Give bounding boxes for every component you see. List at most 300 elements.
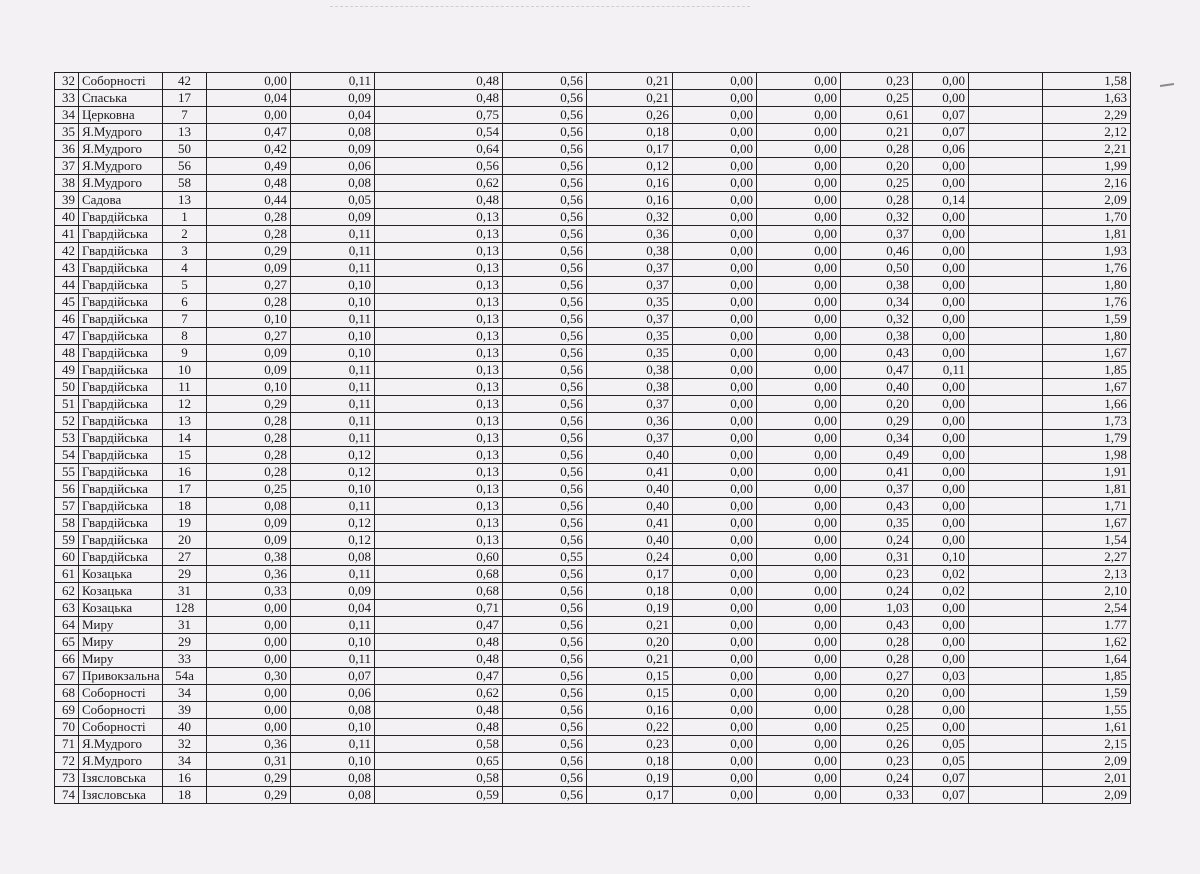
tariff-value: 0,28 — [207, 294, 291, 311]
street-name: Ізясловська — [79, 770, 163, 787]
tariff-value: 0,13 — [375, 243, 503, 260]
tariff-value: 0,00 — [673, 345, 757, 362]
house-number: 17 — [163, 90, 207, 107]
tariff-value: 0,41 — [587, 515, 673, 532]
tariff-value: 0,00 — [757, 668, 841, 685]
total-value: 1,67 — [1043, 379, 1131, 396]
tariff-value: 0,00 — [673, 209, 757, 226]
tariff-value: 0,40 — [587, 447, 673, 464]
tariff-value: 0,25 — [841, 719, 913, 736]
tariff-value: 0,37 — [587, 396, 673, 413]
tariff-value: 0,56 — [503, 651, 587, 668]
tariff-value — [969, 345, 1043, 362]
tariff-value: 0,00 — [913, 379, 969, 396]
tariff-value: 0,29 — [207, 243, 291, 260]
total-value: 1,70 — [1043, 209, 1131, 226]
tariff-value: 0,11 — [291, 736, 375, 753]
tariff-value: 0,56 — [503, 226, 587, 243]
table-row — [55, 73, 1131, 90]
tariff-value: 0,11 — [291, 430, 375, 447]
tariff-value: 0,17 — [587, 141, 673, 158]
tariff-value — [969, 651, 1043, 668]
tariff-value: 0,56 — [503, 481, 587, 498]
street-name: Я.Мудрого — [79, 124, 163, 141]
tariff-value: 0,23 — [841, 73, 913, 90]
tariff-value: 0,36 — [207, 736, 291, 753]
tariff-value: 0,09 — [207, 345, 291, 362]
tariff-value: 0,21 — [587, 617, 673, 634]
tariff-value: 0,12 — [291, 464, 375, 481]
tariff-value: 0,13 — [375, 532, 503, 549]
house-number: 15 — [163, 447, 207, 464]
tariff-value: 0,43 — [841, 498, 913, 515]
tariff-value: 0,09 — [207, 260, 291, 277]
house-number: 29 — [163, 634, 207, 651]
street-name: Привокзальна — [79, 668, 163, 685]
row-number: 60 — [55, 549, 79, 566]
total-value: 1,85 — [1043, 668, 1131, 685]
tariff-value: 0,18 — [587, 753, 673, 770]
tariff-value: 0,11 — [291, 243, 375, 260]
tariff-value: 0,13 — [375, 464, 503, 481]
tariff-value: 0,35 — [841, 515, 913, 532]
tariff-value: 0,00 — [757, 294, 841, 311]
street-name: Гвардійська — [79, 209, 163, 226]
tariff-value: 0,00 — [673, 328, 757, 345]
tariff-value: 0,40 — [587, 532, 673, 549]
tariff-value: 0,31 — [207, 753, 291, 770]
house-number: 13 — [163, 192, 207, 209]
house-number: 8 — [163, 328, 207, 345]
tariff-value — [969, 277, 1043, 294]
tariff-value: 0,00 — [757, 549, 841, 566]
house-number: 2 — [163, 226, 207, 243]
tariff-value: 0,00 — [673, 396, 757, 413]
tariff-value: 0,00 — [913, 158, 969, 175]
pen-mark — [1160, 83, 1174, 87]
tariff-value: 0,00 — [913, 634, 969, 651]
tariff-value: 0,56 — [503, 209, 587, 226]
tariff-value: 0,00 — [757, 260, 841, 277]
tariff-value: 0,41 — [841, 464, 913, 481]
tariff-value — [969, 532, 1043, 549]
tariff-value: 0,64 — [375, 141, 503, 158]
tariff-value: 0,13 — [375, 481, 503, 498]
tariff-value: 0,10 — [291, 634, 375, 651]
row-number: 55 — [55, 464, 79, 481]
tariff-value: 0,55 — [503, 549, 587, 566]
tariff-value: 0,07 — [913, 787, 969, 804]
row-number: 64 — [55, 617, 79, 634]
total-value: 1,81 — [1043, 226, 1131, 243]
tariff-value: 0,09 — [291, 209, 375, 226]
tariff-value: 0,56 — [503, 770, 587, 787]
row-number: 68 — [55, 685, 79, 702]
tariff-value: 0,56 — [503, 345, 587, 362]
house-number: 7 — [163, 107, 207, 124]
house-number: 31 — [163, 583, 207, 600]
tariff-value: 0,56 — [503, 90, 587, 107]
tariff-value: 0,10 — [291, 753, 375, 770]
tariff-value: 0,00 — [913, 702, 969, 719]
tariff-value: 0,28 — [207, 430, 291, 447]
table-row — [55, 651, 1131, 668]
tariff-value: 0,28 — [207, 413, 291, 430]
tariff-value: 0,11 — [291, 498, 375, 515]
tariff-value — [969, 498, 1043, 515]
tariff-value: 0,48 — [375, 651, 503, 668]
tariff-value: 0,13 — [375, 396, 503, 413]
row-number: 38 — [55, 175, 79, 192]
tariff-value — [969, 447, 1043, 464]
tariff-value: 0,10 — [291, 345, 375, 362]
row-number: 59 — [55, 532, 79, 549]
house-number: 4 — [163, 260, 207, 277]
house-number: 10 — [163, 362, 207, 379]
tariff-value: 0,00 — [913, 447, 969, 464]
tariff-value: 0,35 — [587, 328, 673, 345]
total-value: 1,54 — [1043, 532, 1131, 549]
total-value: 1,64 — [1043, 651, 1131, 668]
tariff-value: 0,24 — [841, 583, 913, 600]
row-number: 54 — [55, 447, 79, 464]
tariff-value: 0,56 — [503, 753, 587, 770]
tariff-value: 0,00 — [757, 396, 841, 413]
tariff-value: 0,00 — [913, 294, 969, 311]
tariff-value — [969, 243, 1043, 260]
row-number: 69 — [55, 702, 79, 719]
tariff-value — [969, 719, 1043, 736]
tariff-value: 0,24 — [587, 549, 673, 566]
tariff-value: 0,56 — [503, 73, 587, 90]
tariff-value: 0,00 — [673, 158, 757, 175]
tariff-value: 0,04 — [291, 600, 375, 617]
tariff-value: 0,37 — [587, 277, 673, 294]
tariff-value: 0,00 — [913, 243, 969, 260]
total-value: 1,80 — [1043, 328, 1131, 345]
tariff-value: 0,56 — [503, 583, 587, 600]
tariff-value: 0,00 — [673, 736, 757, 753]
tariff-value: 0,06 — [291, 158, 375, 175]
street-name: Козацька — [79, 566, 163, 583]
tariff-value: 0,00 — [673, 498, 757, 515]
tariff-value: 0,21 — [587, 73, 673, 90]
street-name: Соборності — [79, 719, 163, 736]
tariff-value: 0,00 — [913, 481, 969, 498]
tariff-value: 0,56 — [503, 243, 587, 260]
tariff-value: 0,00 — [673, 311, 757, 328]
tariff-value: 0,00 — [673, 668, 757, 685]
total-value: 1,99 — [1043, 158, 1131, 175]
tariff-value — [969, 685, 1043, 702]
house-number: 13 — [163, 413, 207, 430]
tariff-value: 0,00 — [757, 124, 841, 141]
house-number: 6 — [163, 294, 207, 311]
row-number: 35 — [55, 124, 79, 141]
tariff-value: 0,00 — [757, 192, 841, 209]
tariff-value — [969, 464, 1043, 481]
tariff-value — [969, 362, 1043, 379]
tariff-value: 0,37 — [587, 430, 673, 447]
tariff-value: 0,00 — [673, 260, 757, 277]
tariff-value: 0,38 — [587, 243, 673, 260]
row-number: 74 — [55, 787, 79, 804]
tariff-value: 0,34 — [841, 430, 913, 447]
tariff-value: 0,12 — [291, 532, 375, 549]
row-number: 70 — [55, 719, 79, 736]
table-row — [55, 124, 1131, 141]
house-number: 34 — [163, 685, 207, 702]
tariff-value: 0,38 — [207, 549, 291, 566]
table-row — [55, 719, 1131, 736]
tariff-value: 0,60 — [375, 549, 503, 566]
row-number: 46 — [55, 311, 79, 328]
tariff-value: 0,00 — [757, 209, 841, 226]
house-number: 128 — [163, 600, 207, 617]
tariff-value: 0,00 — [913, 175, 969, 192]
total-value: 1,63 — [1043, 90, 1131, 107]
row-number: 36 — [55, 141, 79, 158]
tariff-value: 0,11 — [913, 362, 969, 379]
table-row — [55, 158, 1131, 175]
tariff-value: 0,09 — [207, 515, 291, 532]
tariff-value: 0,15 — [587, 668, 673, 685]
tariff-value: 0,29 — [841, 413, 913, 430]
tariff-value: 0,13 — [375, 294, 503, 311]
table-row — [55, 362, 1131, 379]
tariff-value: 0,00 — [757, 481, 841, 498]
tariff-value: 0,00 — [673, 73, 757, 90]
house-number: 34 — [163, 753, 207, 770]
tariff-value: 0,18 — [587, 583, 673, 600]
tariff-value: 0,28 — [841, 192, 913, 209]
tariff-value: 0,21 — [841, 124, 913, 141]
house-number: 39 — [163, 702, 207, 719]
row-number: 63 — [55, 600, 79, 617]
street-name: Гвардійська — [79, 345, 163, 362]
tariff-value: 0,11 — [291, 413, 375, 430]
tariff-value: 0,07 — [913, 107, 969, 124]
tariff-value: 0,59 — [375, 787, 503, 804]
table-row — [55, 311, 1131, 328]
tariff-value: 0,58 — [375, 736, 503, 753]
table-row — [55, 447, 1131, 464]
table-row — [55, 600, 1131, 617]
tariff-value: 0,56 — [503, 107, 587, 124]
tariff-value: 0,65 — [375, 753, 503, 770]
table-row — [55, 345, 1131, 362]
row-number: 51 — [55, 396, 79, 413]
tariff-value: 0,36 — [587, 226, 673, 243]
tariff-value: 0,00 — [757, 651, 841, 668]
row-number: 32 — [55, 73, 79, 90]
tariff-value: 0,00 — [757, 702, 841, 719]
row-number: 42 — [55, 243, 79, 260]
tariff-value: 0,56 — [503, 702, 587, 719]
tariff-value: 0,54 — [375, 124, 503, 141]
row-number: 34 — [55, 107, 79, 124]
total-value: 2,15 — [1043, 736, 1131, 753]
house-number: 33 — [163, 651, 207, 668]
street-name: Спаська — [79, 90, 163, 107]
scan-artifact — [330, 0, 750, 7]
table-row — [55, 549, 1131, 566]
tariff-value: 0,07 — [913, 124, 969, 141]
row-number: 43 — [55, 260, 79, 277]
tariff-value: 0,56 — [503, 787, 587, 804]
tariff-value: 0,10 — [291, 294, 375, 311]
tariff-value: 0,19 — [587, 600, 673, 617]
tariff-value: 0,16 — [587, 192, 673, 209]
total-value: 1,66 — [1043, 396, 1131, 413]
tariff-value: 0,05 — [913, 736, 969, 753]
table-row — [55, 90, 1131, 107]
tariff-value: 0,56 — [503, 362, 587, 379]
row-number: 58 — [55, 515, 79, 532]
tariff-value: 0,00 — [913, 260, 969, 277]
row-number: 61 — [55, 566, 79, 583]
tariff-value: 0,40 — [587, 481, 673, 498]
tariff-value: 0,29 — [207, 770, 291, 787]
street-name: Миру — [79, 651, 163, 668]
tariff-value — [969, 379, 1043, 396]
tariff-value: 0,42 — [207, 141, 291, 158]
table-row — [55, 634, 1131, 651]
tariff-value: 0,00 — [673, 566, 757, 583]
tariff-value: 0,09 — [207, 532, 291, 549]
street-name: Гвардійська — [79, 447, 163, 464]
tariff-value: 0,36 — [587, 413, 673, 430]
tariff-value: 0,00 — [757, 753, 841, 770]
table-row — [55, 617, 1131, 634]
tariff-value: 0,00 — [757, 413, 841, 430]
street-name: Гвардійська — [79, 396, 163, 413]
tariff-value: 0,00 — [673, 515, 757, 532]
tariff-value: 0,56 — [503, 566, 587, 583]
total-value: 1,59 — [1043, 685, 1131, 702]
tariff-value: 0,37 — [587, 311, 673, 328]
tariff-value — [969, 209, 1043, 226]
total-value: 2,54 — [1043, 600, 1131, 617]
tariff-value: 0,13 — [375, 447, 503, 464]
street-name: Гвардійська — [79, 498, 163, 515]
tariff-value: 0,08 — [207, 498, 291, 515]
tariff-value: 0,00 — [913, 328, 969, 345]
tariff-value: 0,00 — [757, 787, 841, 804]
tariff-value: 0,00 — [757, 73, 841, 90]
tariff-table — [54, 72, 1131, 804]
tariff-value: 0,56 — [503, 498, 587, 515]
street-name: Миру — [79, 617, 163, 634]
street-name: Я.Мудрого — [79, 141, 163, 158]
table-row — [55, 379, 1131, 396]
house-number: 1 — [163, 209, 207, 226]
row-number: 44 — [55, 277, 79, 294]
tariff-value: 0,58 — [375, 770, 503, 787]
table-row — [55, 702, 1131, 719]
tariff-value: 0,50 — [841, 260, 913, 277]
tariff-value: 0,07 — [913, 770, 969, 787]
tariff-value: 0,48 — [375, 634, 503, 651]
tariff-value: 0,11 — [291, 379, 375, 396]
tariff-value: 0,10 — [291, 277, 375, 294]
house-number: 54а — [163, 668, 207, 685]
tariff-value: 0,08 — [291, 175, 375, 192]
tariff-value: 0,12 — [291, 447, 375, 464]
tariff-value — [969, 192, 1043, 209]
table-row — [55, 668, 1131, 685]
table-row — [55, 736, 1131, 753]
tariff-value: 0,00 — [673, 719, 757, 736]
total-value: 1.77 — [1043, 617, 1131, 634]
total-value: 1,71 — [1043, 498, 1131, 515]
house-number: 16 — [163, 464, 207, 481]
street-name: Гвардійська — [79, 379, 163, 396]
total-value: 1,62 — [1043, 634, 1131, 651]
street-name: Гвардійська — [79, 532, 163, 549]
tariff-value: 0,48 — [207, 175, 291, 192]
tariff-value: 0,08 — [291, 787, 375, 804]
total-value: 1,80 — [1043, 277, 1131, 294]
house-number: 12 — [163, 396, 207, 413]
house-number: 3 — [163, 243, 207, 260]
tariff-value: 0,00 — [757, 328, 841, 345]
street-name: Гвардійська — [79, 515, 163, 532]
tariff-value: 0,56 — [503, 396, 587, 413]
tariff-value: 0,00 — [673, 787, 757, 804]
tariff-value: 0,00 — [913, 73, 969, 90]
tariff-value: 0,13 — [375, 362, 503, 379]
tariff-value — [969, 311, 1043, 328]
row-number: 72 — [55, 753, 79, 770]
tariff-value: 0,09 — [291, 583, 375, 600]
tariff-value: 0,00 — [757, 311, 841, 328]
tariff-value: 0,47 — [375, 617, 503, 634]
row-number: 33 — [55, 90, 79, 107]
tariff-value: 0,56 — [503, 600, 587, 617]
table-row — [55, 583, 1131, 600]
tariff-value: 0,06 — [913, 141, 969, 158]
tariff-value: 0,28 — [841, 141, 913, 158]
tariff-value: 0,20 — [841, 685, 913, 702]
tariff-value: 0,33 — [207, 583, 291, 600]
table-body — [55, 73, 1131, 804]
total-value: 2,10 — [1043, 583, 1131, 600]
table-row — [55, 277, 1131, 294]
tariff-value: 0,00 — [757, 226, 841, 243]
tariff-value: 0,00 — [673, 702, 757, 719]
tariff-value: 0,22 — [587, 719, 673, 736]
street-name: Гвардійська — [79, 311, 163, 328]
tariff-value — [969, 515, 1043, 532]
tariff-value: 0,00 — [673, 685, 757, 702]
tariff-value: 0,11 — [291, 566, 375, 583]
tariff-value — [969, 73, 1043, 90]
tariff-value: 0,49 — [841, 447, 913, 464]
tariff-value — [969, 549, 1043, 566]
tariff-value — [969, 260, 1043, 277]
tariff-value — [969, 90, 1043, 107]
tariff-value: 0,13 — [375, 430, 503, 447]
total-value: 2,16 — [1043, 175, 1131, 192]
tariff-value: 0,04 — [291, 107, 375, 124]
tariff-value: 0,00 — [913, 719, 969, 736]
tariff-value: 0,38 — [841, 328, 913, 345]
tariff-value: 0,00 — [757, 430, 841, 447]
tariff-value: 0,00 — [673, 430, 757, 447]
tariff-value: 0,43 — [841, 617, 913, 634]
tariff-value — [969, 617, 1043, 634]
